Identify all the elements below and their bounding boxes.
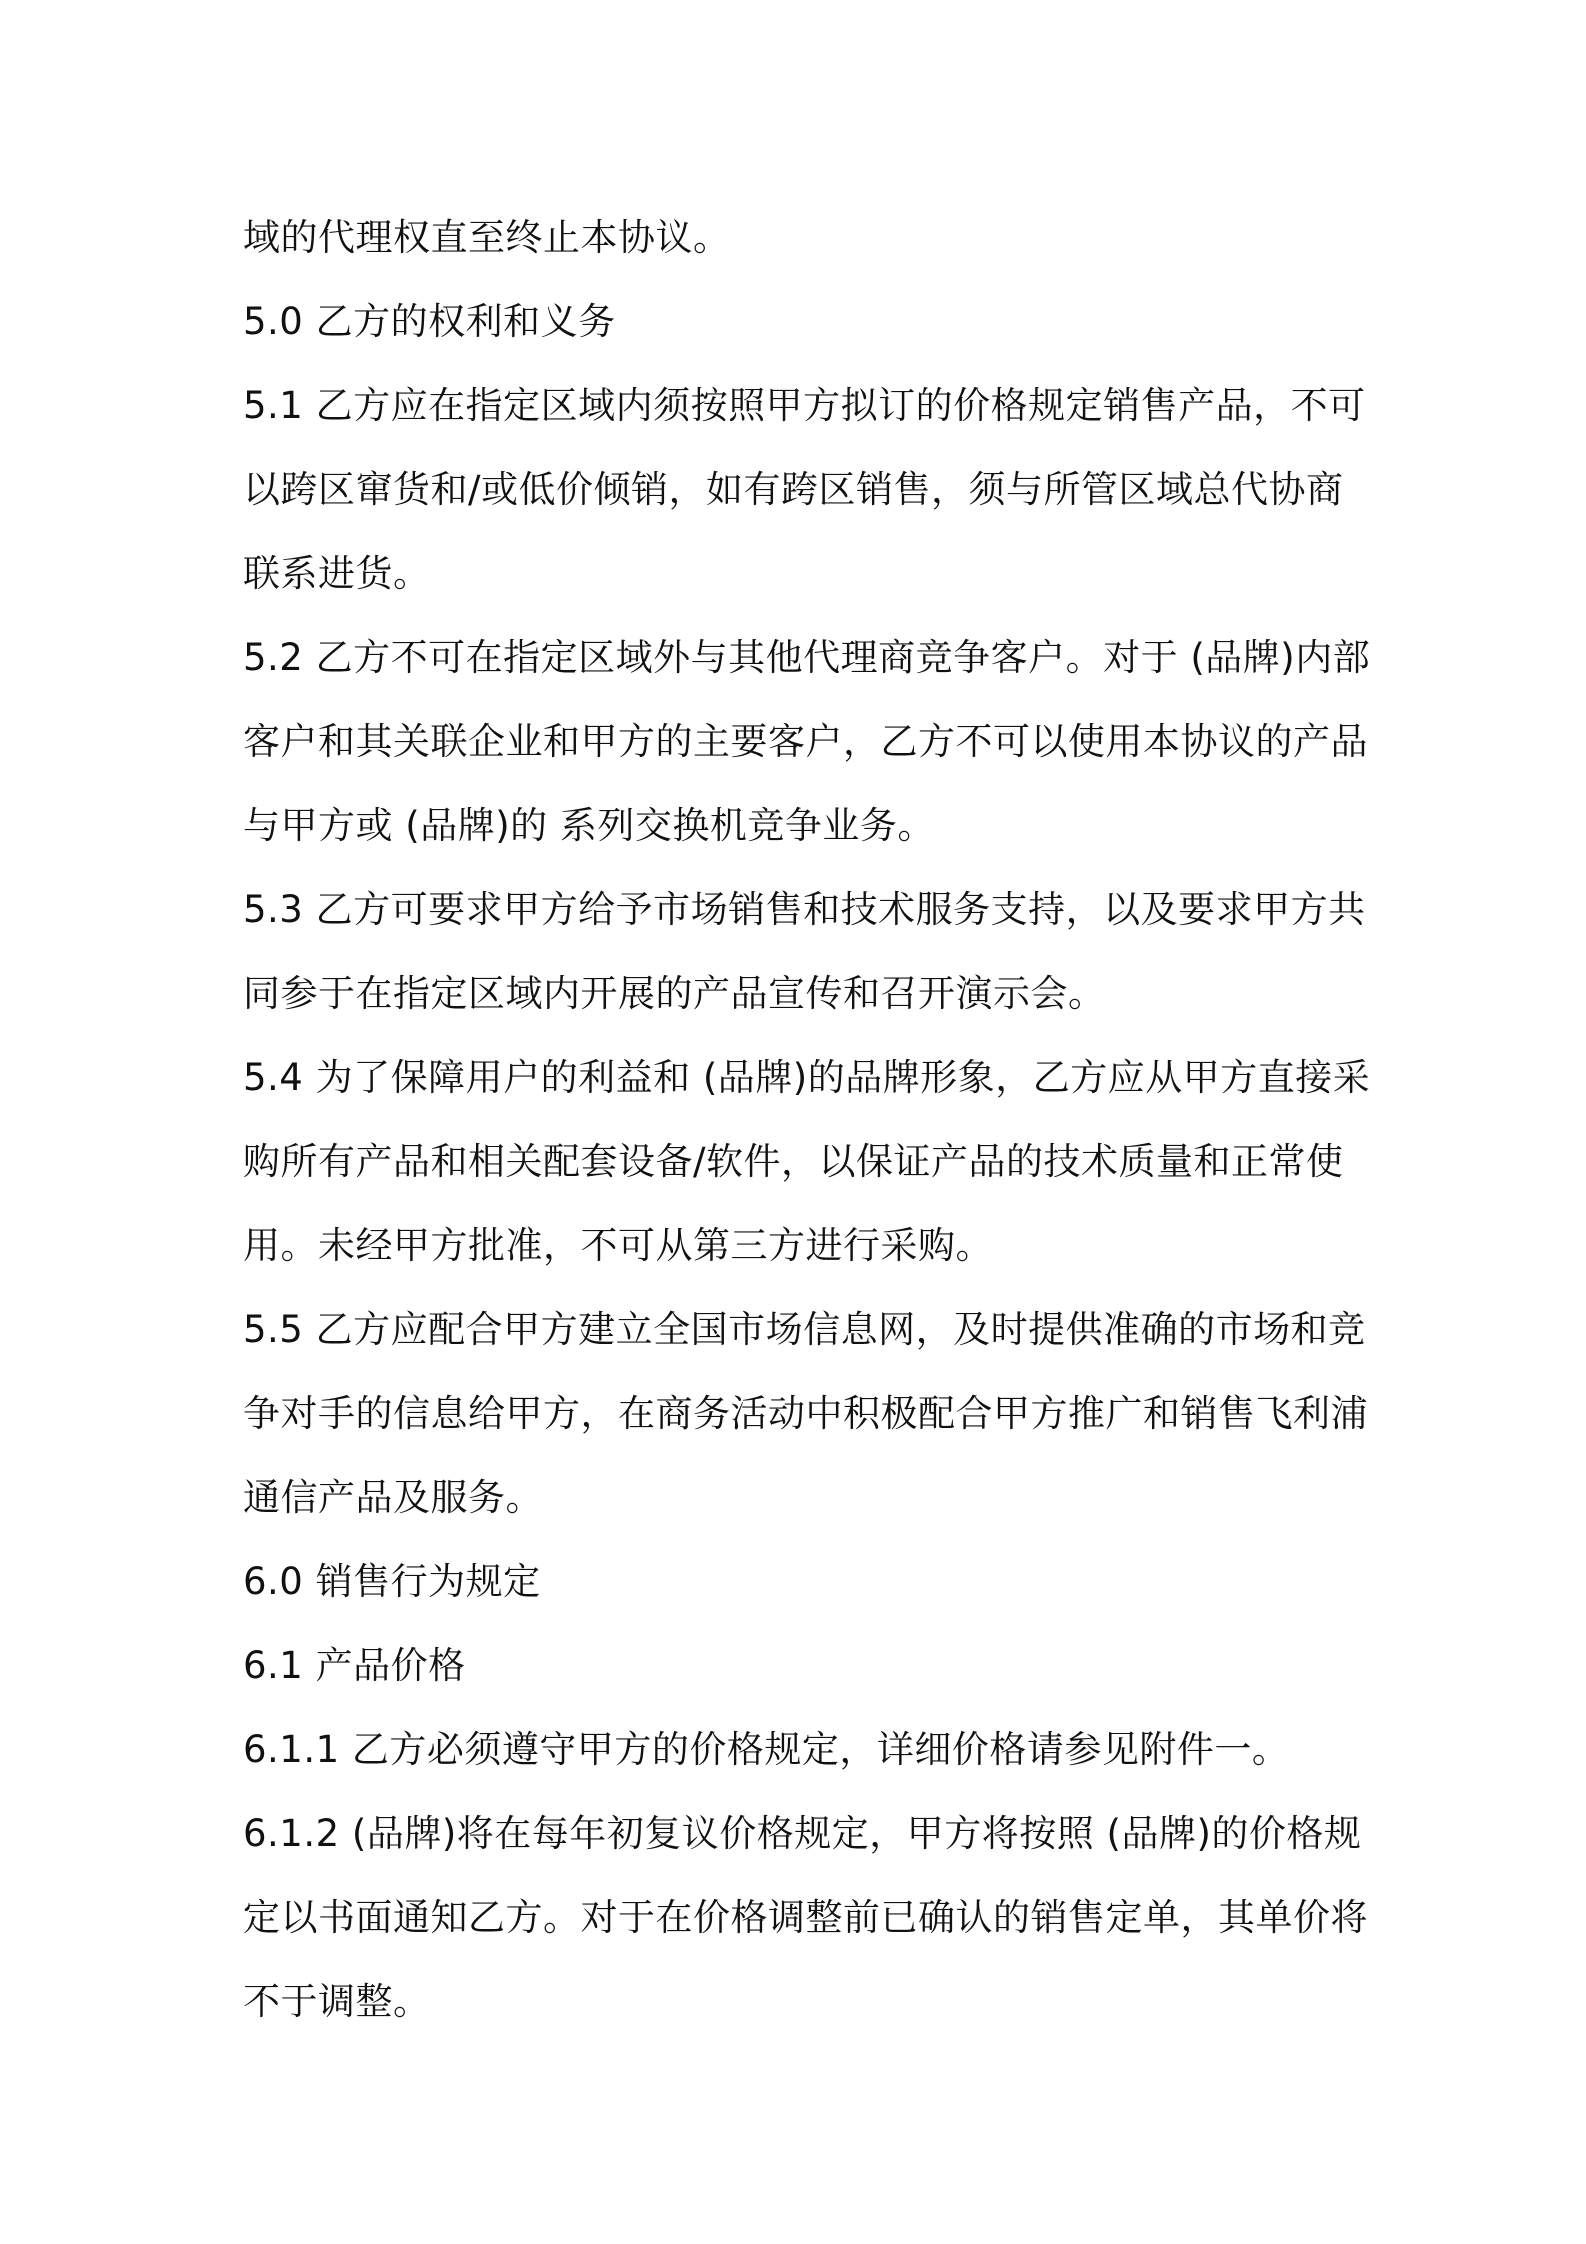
text-line: 客户和其关联企业和甲方的主要客户，乙方不可以使用本协议的产品: [243, 720, 1368, 763]
text-line: 不于调整。: [243, 1980, 431, 2023]
text-line: 6.1.2 (品牌)将在每年初复议价格规定，甲方将按照 (品牌)的价格规: [243, 1812, 1362, 1855]
text-line: 同参于在指定区域内开展的产品宣传和召开演示会。: [243, 972, 1106, 1015]
document-body: [243, 196, 1371, 2044]
text-line: 通信产品及服务。: [243, 1476, 543, 1519]
section-heading-6-0: 6.0 销售行为规定: [243, 1560, 541, 1603]
text-line: 争对手的信息给甲方，在商务活动中积极配合甲方推广和销售飞利浦: [243, 1392, 1368, 1435]
text-line: 联系进货。: [243, 552, 431, 595]
text-line: 6.1.1 乙方必须遵守甲方的价格规定，详细价格请参见附件一。: [243, 1728, 1290, 1771]
text-line: 5.3 乙方可要求甲方给予市场销售和技术服务支持，以及要求甲方共: [243, 888, 1366, 931]
text-line: 以跨区窜货和/或低价倾销，如有跨区销售，须与所管区域总代协商: [243, 468, 1344, 511]
text-line: 5.5 乙方应配合甲方建立全国市场信息网，及时提供准确的市场和竞: [243, 1308, 1366, 1351]
text-line: 5.4 为了保障用户的利益和 (品牌)的品牌形象，乙方应从甲方直接采: [243, 1056, 1371, 1099]
text-line: 域的代理权直至终止本协议。: [243, 216, 731, 259]
text-line: 用。未经甲方批准，不可从第三方进行采购。: [243, 1224, 993, 1267]
text-line: 购所有产品和相关配套设备/软件，以保证产品的技术质量和正常使: [243, 1140, 1344, 1183]
text-line: 5.1 乙方应在指定区域内须按照甲方拟订的价格规定销售产品，不可: [243, 384, 1366, 427]
text-line: 5.2 乙方不可在指定区域外与其他代理商竞争客户。对于 (品牌)内部: [243, 636, 1371, 679]
text-line: 与甲方或 (品牌)的 系列交换机竞争业务。: [243, 804, 935, 847]
section-heading-6-1: 6.1 产品价格: [243, 1644, 466, 1687]
text-line: 定以书面通知乙方。对于在价格调整前已确认的销售定单，其单价将: [243, 1896, 1368, 1939]
section-heading-5-0: 5.0 乙方的权利和义务: [243, 300, 616, 343]
